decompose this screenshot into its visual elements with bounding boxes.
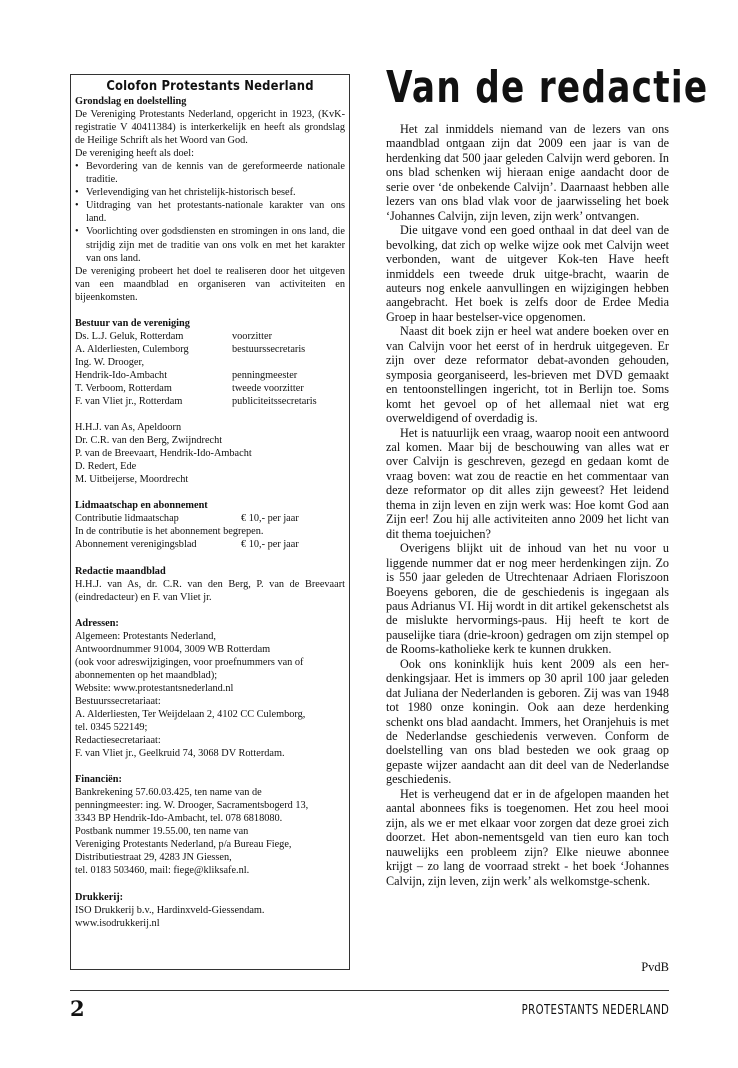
- article-paragraph: Naast dit boek zijn er heel wat andere boeken over en van Calvijn voor het eerst of in herdruk uitgegeven. Er zijn over deze reformator debat-avonden gehouden, symposia georganiseerd, les-brieven met DVD gemaakt en tentoonstellingen ingericht, tot in Berlijn toe. Soms komt het gevoel op of het allemaal niet wat erg overweldigend of overdadig is.: [386, 324, 669, 426]
- bestuur-lid: Dr. C.R. van den Berg, Zwijndrecht: [75, 435, 223, 447]
- footer-title-text: PROTESTANTS NEDERLAND: [521, 1003, 669, 1018]
- footer-magazine-title: [521, 1003, 669, 1018]
- doel-intro: De vereniging heeft als doel:: [75, 148, 194, 160]
- bestuur-row: [75, 395, 345, 408]
- bestuur-name: Hendrik-Ido-Ambacht: [75, 369, 168, 381]
- drukkerij-line: ISO Drukkerij b.v., Hardinxveld-Giessendam.: [75, 904, 265, 916]
- price-value: € 10,- per jaar: [241, 513, 299, 525]
- bestuur-heading: Bestuur van de vereniging: [75, 317, 190, 329]
- adres-line: Antwoordnummer 91004, 3009 WB Rotterdam: [75, 643, 271, 655]
- bestuur-row: [75, 382, 345, 395]
- bestuur-row: [75, 343, 345, 356]
- price-row: [75, 512, 345, 525]
- financien-heading: Financiën:: [75, 774, 122, 786]
- email-link[interactable]: tel. 0183 503460, mail: fiege@kliksafe.nl.: [75, 865, 250, 877]
- bestuur-lid: P. van de Breevaart, Hendrik-Ido-Ambacht: [75, 448, 252, 460]
- grondslag-heading: Grondslag en doelstelling: [75, 96, 187, 107]
- bestuur-row: [75, 330, 345, 343]
- colofon-title: Colofon Protestants Nederland: [106, 78, 314, 94]
- article-paragraph: Ook ons koninklijk huis kent 2009 als een her-denkingsjaar. Het is immers op 30 april 100 jaar geleden dat Juliana der Nederlanden is geboren. Zij was van 1948 tot 1980 onze koningin. Ook aan deze herdenking schenkt ons blad aandacht. Immers, het Oranjehuis is met de Nederlandse geschiedenis verweven. Conform de doelstelling van ons blad besteden we ook graag op gepaste wijzer aandacht aan dit deel van de Nederlandse geschiedenis.: [386, 656, 669, 787]
- price-label: Contributie lidmaatschap: [75, 513, 179, 525]
- drukkerij-heading: Drukkerij:: [75, 891, 124, 903]
- bestuur-role: voorzitter: [232, 330, 273, 342]
- financien-line: Bankrekening 57.60.03.425, ten name van de: [75, 787, 262, 799]
- article-paragraph: Overigens blijkt uit de inhoud van het nu voor u liggende nummer dat er nog meer herdenkingen zijn. Zo is 550 jaar geleden de Utrechtenaar Adriaen Floriszoon Boeyens geboren, die de geschiedenis is ingegaan als paus Adrianus VI. Hij wordt in dit artikel gekenschetst als de mislukte hervormings-paus. Hij heeft te kort de pauselijke tiara (drie-kroon) gedragen om zijn stempel op de Rooms-katholieke kerk te kunnen drukken.: [386, 541, 669, 657]
- drukkerij-link[interactable]: www.isodrukkerij.nl: [75, 917, 160, 929]
- article-paragraph: Die uitgave vond een goed onthaal in dat deel van de bevolking, dat zich op welke wijze ook met Calvijn weet verbonden, want de uitgever Kok-ten Have heeft inmiddels een tweede druk uitge-bracht, waarin de auteurs nog enkele aanvullingen en wijzigingen hebben aangebracht. Het boek is zelfs door de Erdee Media Groep in haar bestelser-vice opgenomen.: [386, 223, 669, 324]
- bestuur-lid: H.H.J. van As, Apeldoorn: [75, 422, 182, 434]
- bestuur-lid: M. Uitbeijerse, Moordrecht: [75, 474, 189, 486]
- financien-line: Distributiestraat 29, 4283 JN Giessen,: [75, 852, 232, 864]
- price-row: [75, 538, 345, 551]
- list-item: • Verlevendiging van het christelijk-historisch besef.: [75, 186, 345, 199]
- adres-line: tel. 0345 522149;: [75, 722, 148, 734]
- adres-line: (ook voor adreswijzigingen, voor proefnummers van of: [75, 656, 304, 668]
- bestuur-lid: D. Redert, Ede: [75, 461, 137, 473]
- grondslag-outro: De vereniging probeert het doel te realiseren door het uitgeven van een maandblad en organiseren van activiteiten en bijeenkomsten.: [75, 265, 345, 303]
- redactie-heading: Redactie maandblad: [75, 565, 166, 577]
- article-signature: PvdB: [641, 960, 669, 974]
- price-value: € 10,- per jaar: [241, 539, 299, 551]
- bestuur-row: [75, 369, 345, 382]
- page-number: 2: [70, 996, 85, 1021]
- adres-line: F. van Vliet jr., Geelkruid 74, 3068 DV Rotterdam.: [75, 748, 285, 760]
- article-paragraph: Het zal inmiddels niemand van de lezers van ons maandblad ontgaan zijn dat 2009 een jaar is van de herdenking dat 500 jaar geleden Calvijn werd geboren. In ons blad schenken wij hieraan enige aandacht door de serie over ‘de onbekende Calvijn’. Daarnaast hebben alle lezers van ons blad vlak voor de jaarwisseling het boek ‘Johannes Calvijn, zijn leven, zijn werk’ ontvangen.: [386, 122, 669, 223]
- bestuur-role: penningmeester: [232, 369, 298, 381]
- article-paragraph: Het is verheugend dat er in de afgelopen maanden het aantal abonnees fiks is toegenomen. Het zou heel mooi zijn, als we er met elkaar voor zorgen dat deze groei zich doorzet. Het abon-nementsgeld van tien euro kan toch nauwelijks een probleem zijn? Elke nieuwe abonnee krijgt – zo lang de voorraad strekt - het boek ‘Johannes Calvijn, zijn leven, zijn werk’ als welkomstge-schenk.: [386, 786, 669, 888]
- adres-line: Redactiesecretariaat:: [75, 735, 161, 747]
- bestuur-name: Ing. W. Drooger,: [75, 356, 145, 368]
- financien-line: 3343 BP Hendrik-Ido-Ambacht, tel. 078 6818080.: [75, 813, 283, 825]
- financien-line: Vereniging Protestants Nederland, p/a Bureau Fiege,: [75, 839, 292, 851]
- bestuur-name: Ds. L.J. Geluk, Rotterdam: [75, 330, 184, 342]
- bestuur-name: T. Verboom, Rotterdam: [75, 382, 172, 394]
- adres-line: Algemeen: Protestants Nederland,: [75, 630, 216, 642]
- bestuur-role: bestuurssecretaris: [232, 343, 306, 355]
- financien-line: penningmeester: ing. W. Drooger, Sacramentsbogerd 13,: [75, 800, 309, 812]
- list-item: • Uitdraging van het protestants-nationale karakter van ons land.: [75, 199, 345, 225]
- lidmaatschap-note: In de contributie is het abonnement begrepen.: [75, 526, 264, 538]
- price-label: Abonnement verenigingsblad: [75, 539, 197, 551]
- list-item: • Bevordering van de kennis van de gereformeerde nationale traditie.: [75, 160, 345, 186]
- adres-line: A. Alderliesten, Ter Weijdelaan 2, 4102 CC Culemborg,: [75, 708, 306, 720]
- adres-line: Bestuurssecretariaat:: [75, 695, 161, 707]
- grondslag-intro: De Vereniging Protestants Nederland, opgericht in 1923, (KvK-registratie V 40411384) is interkerkelijk en heeft als grondslag de Heilige Schrift als het Woord van God.: [75, 109, 345, 147]
- bestuur-name: F. van Vliet jr., Rotterdam: [75, 396, 183, 408]
- adres-line: abonnementen op het maandblad);: [75, 669, 218, 681]
- redactie-text: H.H.J. van As, dr. C.R. van den Berg, P. van de Breevaart (eindredacteur) en F. van Vliet jr.: [75, 578, 345, 603]
- colofon-box: [70, 74, 350, 970]
- doel-list: [75, 160, 345, 264]
- lidmaatschap-heading: Lidmaatschap en abonnement: [75, 500, 208, 512]
- adressen-heading: Adressen:: [75, 617, 119, 629]
- bestuur-role: publiciteitssecretaris: [232, 396, 317, 408]
- financien-line: Postbank nummer 19.55.00, ten name van: [75, 826, 249, 838]
- list-item: • Voorlichting over godsdiensten en stromingen in ons land, die strijdig zijn met de traditie van ons volk en met het karakter van ons land.: [75, 225, 345, 264]
- bestuur-role: tweede voorzitter: [232, 382, 304, 394]
- article-heading: Van de redactie: [386, 62, 709, 113]
- footer-divider: [70, 990, 669, 991]
- article-paragraph: Het is natuurlijk een vraag, waarop nooit een antwoord zal komen. Maar bij de beschouwing van alles wat er over Calvijn is geschreven, gezegd en gedaan komt de vraag boven: wat zou de reactie en het commentaar van deze reformator op dit alles zijn geweest? Het leidend thema in zijn leven en zijn werk was: Hoe komt God aan Zijn eer! Zou hij alle activiteiten anno 2009 het licht van dit thema toejuichen?: [386, 425, 669, 541]
- website-link[interactable]: Website: www.protestantsnederland.nl: [75, 682, 234, 694]
- article-body: [386, 122, 669, 888]
- bestuur-name: A. Alderliesten, Culemborg: [75, 343, 189, 355]
